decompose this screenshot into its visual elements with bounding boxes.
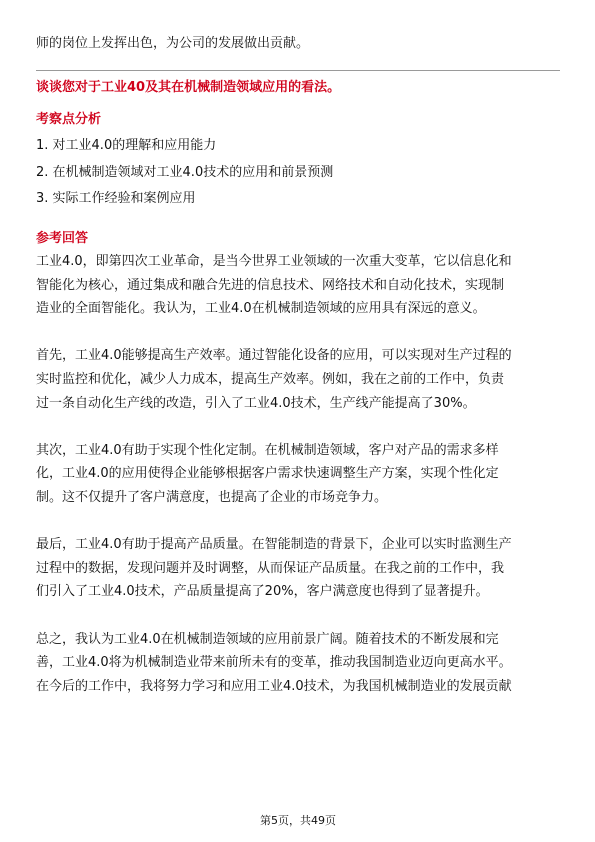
answer-paragraph xyxy=(36,344,560,415)
analysis-list xyxy=(36,133,333,213)
text-line: 工业4.0，即第四次工业革命，是当今世界工业领域的一次重大变革，它以信息化和 xyxy=(36,254,512,269)
text-line: 最后，工业4.0有助于提高产品质量。在智能制造的背景下，企业可以实时监测生产 xyxy=(36,537,512,553)
text-line: 智能化为核心，通过集成和融合先进的信息技术、网络技术和自动化技术，实现制 xyxy=(36,277,505,293)
intro-line: 师的岗位上发挥出色，为公司的发展做出贡献。 xyxy=(36,36,310,51)
answer-heading: 参考回答 xyxy=(36,231,89,246)
text-line: 化，工业4.0的应用使得企业能够根据客户需求快速调整生产方案，实现个性化定 xyxy=(36,466,499,482)
text-line: 实时监控和优化，减少人力成本，提高生产效率。例如，我在之前的工作中，负责 xyxy=(36,371,505,387)
text-line: 们引入了工业4.0技术，产品质量提高了20%，客户满意度也得到了显著提升。 xyxy=(36,584,489,600)
answer-paragraph xyxy=(36,439,560,510)
text-line: 制。这不仅提升了客户满意度，也提高了企业的市场竞争力。 xyxy=(36,489,388,505)
section-divider xyxy=(36,70,560,71)
answer-paragraph xyxy=(36,533,560,604)
list-item: 3. 实际工作经验和案例应用 xyxy=(36,191,196,206)
answer-body xyxy=(36,250,560,698)
document-page xyxy=(36,0,560,842)
text-line: 过一条自动化生产线的改造，引入了工业4.0技术，生产线产能提高了30%。 xyxy=(36,395,476,411)
page-number-footer: 第5页，共49页 xyxy=(260,814,336,827)
text-line: 其次，工业4.0有助于实现个性化定制。在机械制造领域，客户对产品的需求多样 xyxy=(36,442,499,458)
analysis-heading: 考察点分析 xyxy=(36,112,102,127)
text-line: 在今后的工作中，我将努力学习和应用工业4.0技术，为我国机械制造业的发展贡献 xyxy=(36,678,512,694)
list-item: 1. 对工业4.0的理解和应用能力 xyxy=(36,138,217,153)
text-line: 善，工业4.0将为机械制造业带来前所未有的变革，推动我国制造业迈向更高水平。 xyxy=(36,655,512,671)
answer-paragraph xyxy=(36,250,560,321)
text-line: 过程中的数据，发现问题并及时调整，从而保证产品质量。在我之前的工作中，我 xyxy=(36,560,505,576)
list-item: 2. 在机械制造领域对工业4.0技术的应用和前景预测 xyxy=(36,164,334,180)
text-line: 造业的全面智能化。我认为，工业4.0在机械制造领域的应用具有深远的意义。 xyxy=(36,301,486,317)
text-line: 总之，我认为工业4.0在机械制造领域的应用前景广阔。随着技术的不断发展和完 xyxy=(36,631,499,647)
question-heading: 谈谈您对于工业40及其在机械制造领域应用的看法。 xyxy=(36,80,341,95)
answer-paragraph xyxy=(36,628,560,699)
text-line: 首先，工业4.0能够提高生产效率。通过智能化设备的应用，可以实现对生产过程的 xyxy=(36,348,512,364)
